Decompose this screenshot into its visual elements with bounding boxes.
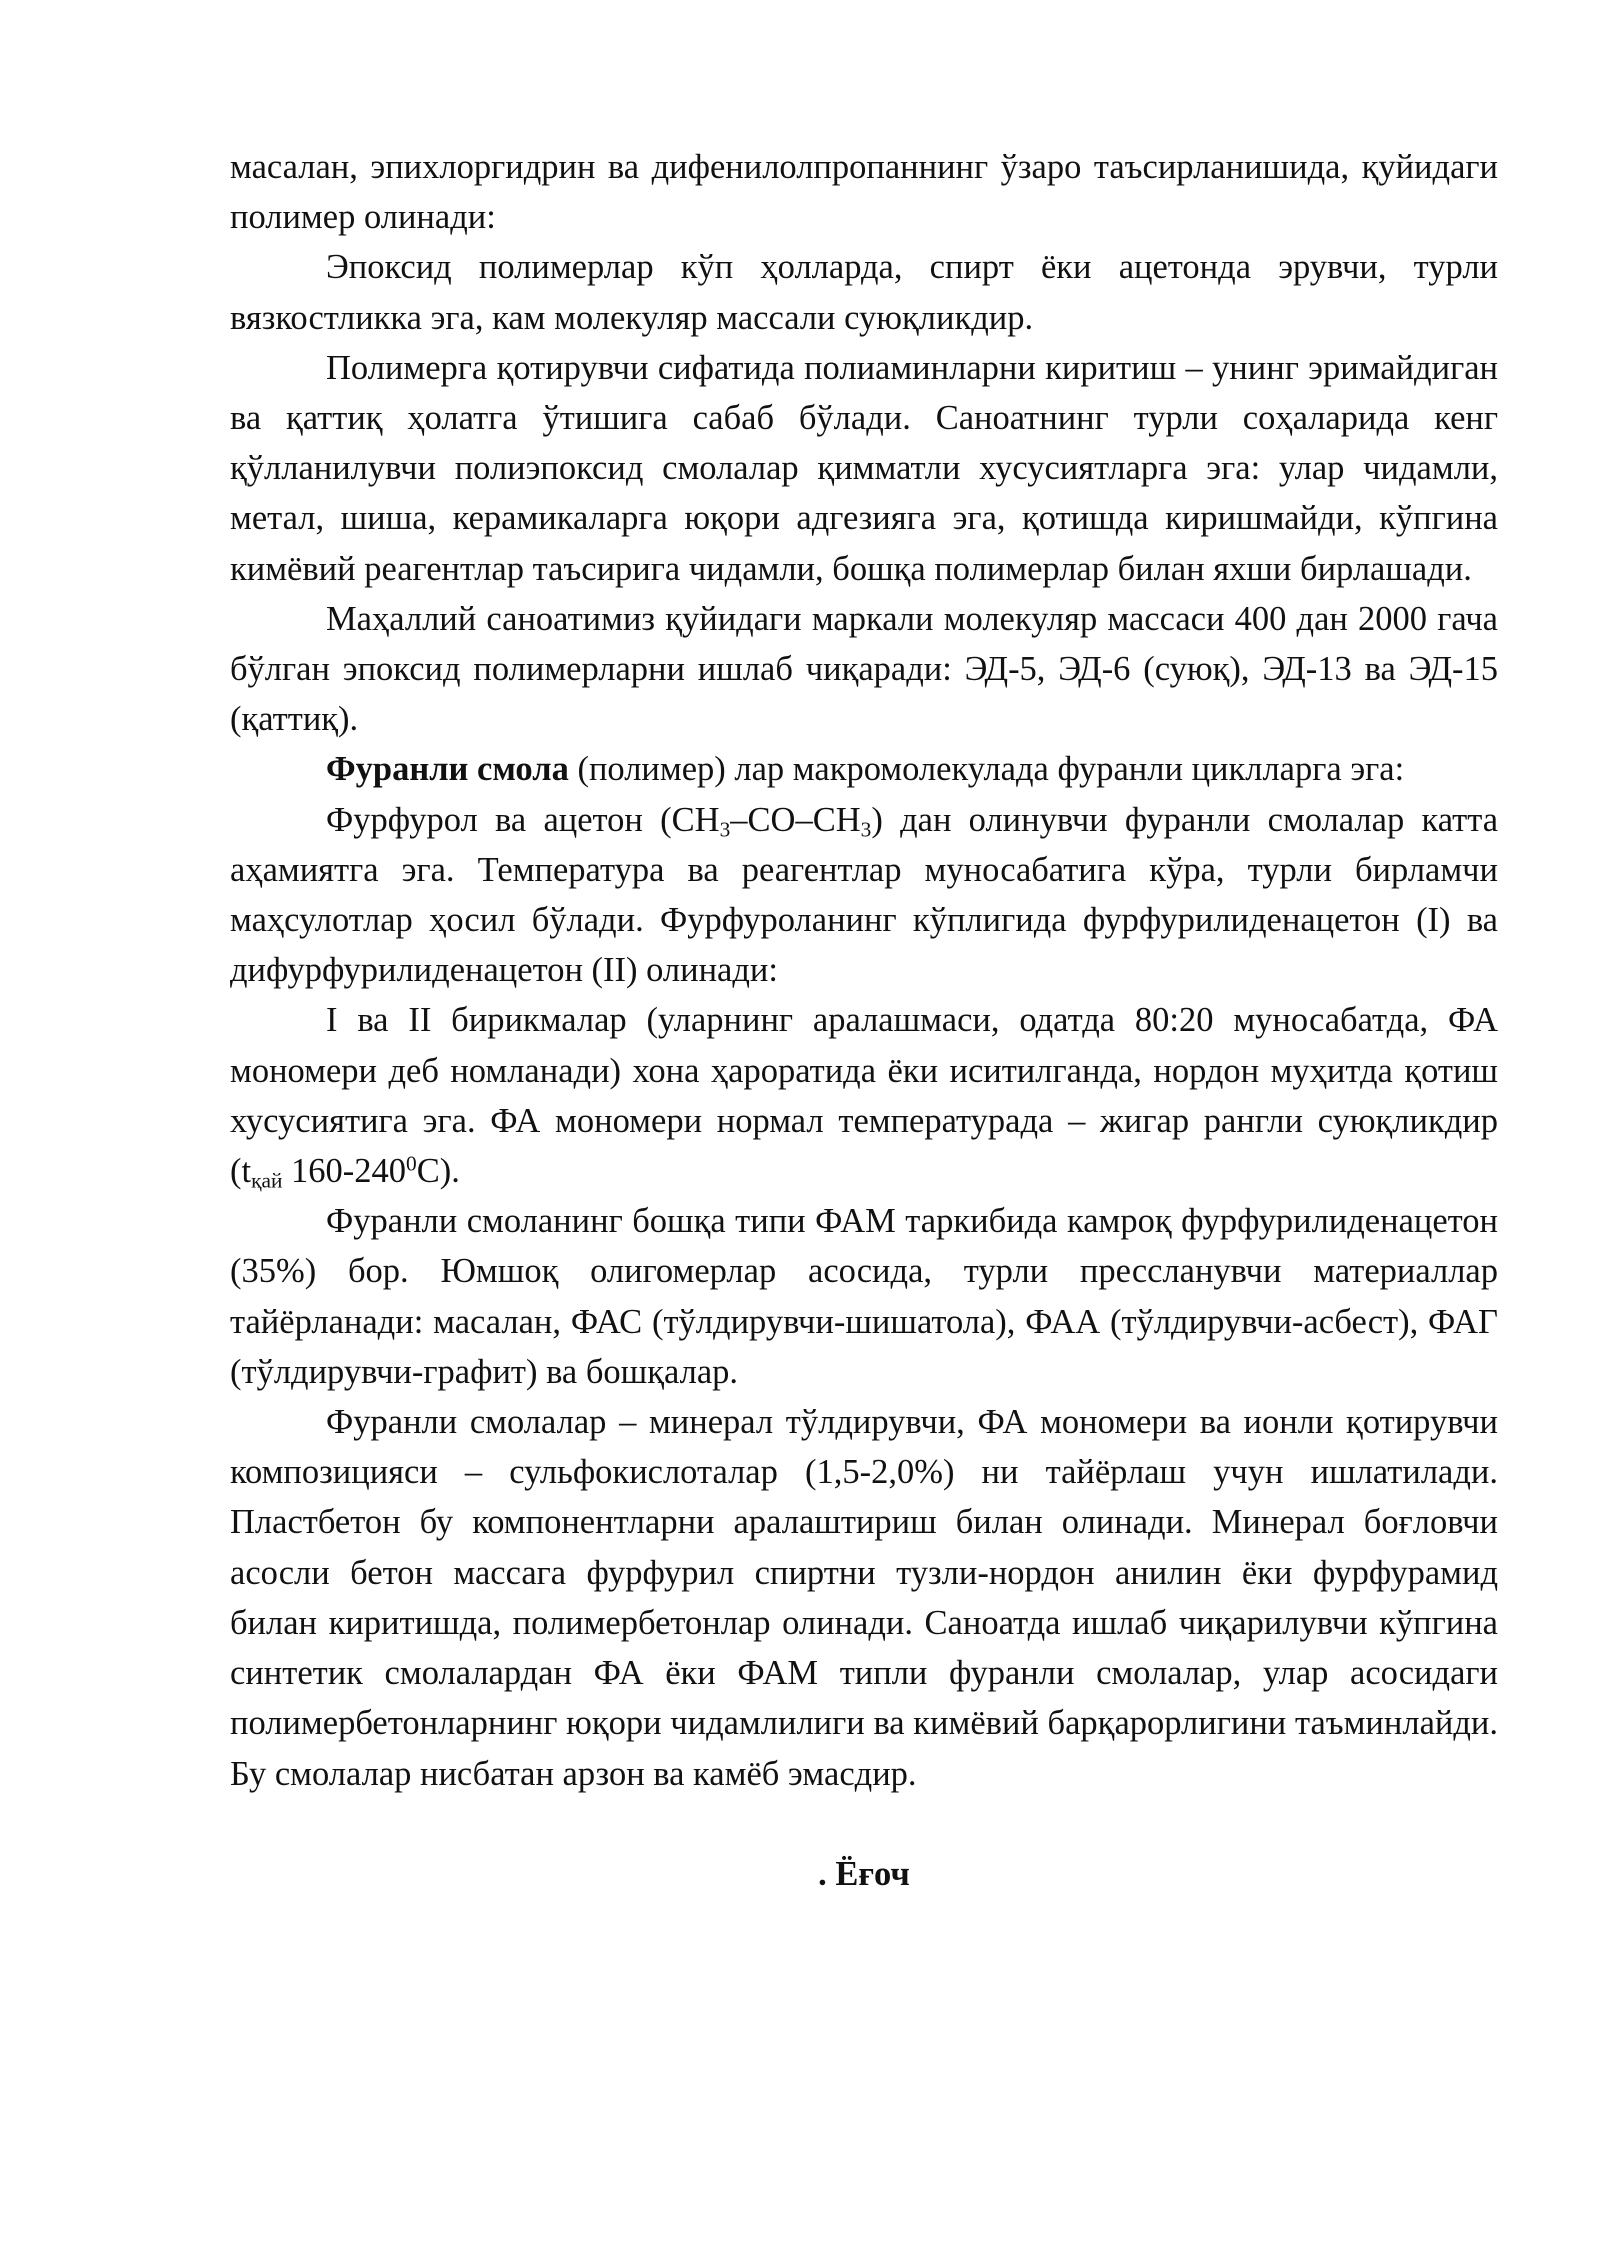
paragraph-furan-resin xyxy=(230,744,1498,794)
text-run: 160-240 xyxy=(282,1152,407,1191)
text-run: I ва II бирикмалар (уларнинг аралашмаси, одатда 80:20 муносабатда, ФА мономери деб номланади) хона ҳароратида ёки иситилганда, нордон муҳитда қотиш хусусиятига эга. ФА мономери нормал температурада – жигар рангли суюқликдир (t xyxy=(230,1001,1498,1191)
paragraph-intro: масалан, эпихлоргидрин ва дифенилолпропаннинг ўзаро таъсирланишида, қуйидаги полимер олинади: xyxy=(230,148,1498,237)
text-run: Фурфурол ва ацетон (СН xyxy=(326,800,720,839)
document-page xyxy=(230,142,1498,1899)
subscript: 3 xyxy=(860,816,872,841)
text-run: ) дан олинувчи фуранли смолалар катта аҳамиятга эга. Температура ва реагентлар муносабатига кўра, турли бирламчи маҳсулотлар ҳосил бўлади. Фурфуроланинг кўплигида фурфурилиденацетон (I) ва дифурфурилиденацетон (II) олинади: xyxy=(230,800,1499,990)
paragraph-fa-monomer xyxy=(230,995,1498,1196)
superscript: 0 xyxy=(406,1151,417,1176)
paragraph-hardener: Полимерга қотирувчи сифатида полиаминларни киритиш – унинг эримайдиган ва қаттиқ ҳолатга ўтишига сабаб бўлади. Саноатнинг турли соҳаларида кенг қўлланилувчи полиэпоксид смолалар қимматли хусусиятларга эга: улар чидамли, метал, шиша, керамикаларга юқори адгезияга эга, қотишда киришмайди, кўпгина кимёвий реагентлар таъсирига чидамли, бошқа полимерлар билан яхши бирлашади. xyxy=(230,348,1498,588)
section-heading: . Ёғоч xyxy=(818,1854,910,1893)
text-run: С). xyxy=(416,1152,460,1191)
subscript: қай xyxy=(251,1168,283,1193)
paragraph-local-industry: Маҳаллий саноатимиз қуйидаги маркали молекуляр массаси 400 дан 2000 гача бўлган эпоксид полимерларни ишлаб чиқаради: ЭД-5, ЭД-6 (суюқ), ЭД-13 ва ЭД-15 (қаттиқ). xyxy=(230,599,1498,739)
furan-resin-term: Фуранли смола xyxy=(326,750,569,789)
furan-resin-definition: (полимер) лар макромолекулада фуранли циклларга эга: xyxy=(568,750,1405,789)
paragraph-polymer-concrete: Фуранли смолалар – минерал тўлдирувчи, ФА мономери ва ионли қотирувчи композицияси – сульфокислоталар (1,5-2,0%) ни тайёрлаш учун ишлатилади. Пластбетон бу компонентларни аралаштириш билан олинади. Минерал боғловчи асосли бетон массага фурфурил спиртни тузли-нордон анилин ёки фурфурамид билан киритишда, полимербетонлар олинади. Саноатда ишлаб чиқарилувчи кўпгина синтетик смолалардан ФА ёки ФАМ типли фуранли смолалар, улар асосидаги полимербетонларнинг юқори чидамлилиги ва кимёвий барқарорлигини таъминлайди. Бу смолалар нисбатан арзон ва камёб эмасдир. xyxy=(230,1403,1498,1793)
subscript: 3 xyxy=(719,816,731,841)
paragraph-epoxy-solubility: Эпоксид полимерлар кўп ҳолларда, спирт ёки ацетонда эрувчи, турли вязкостликка эга, кам молекуляр массали суюқликдир. xyxy=(230,248,1498,337)
paragraph-fam-type: Фуранли смоланинг бошқа типи ФАМ таркибида камроқ фурфурилиденацетон (35%) бор. Юмшоқ олигомерлар асосида, турли прессланувчи материаллар тайёрланади: масалан, ФАС (тўлдирувчи-шишатола), ФАА (тўлдирувчи-асбест), ФАГ (тўлдирувчи-графит) ва бошқалар. xyxy=(230,1202,1498,1391)
paragraph-furfurol-acetone xyxy=(230,795,1498,996)
text-run: –СО–СН xyxy=(730,800,861,839)
